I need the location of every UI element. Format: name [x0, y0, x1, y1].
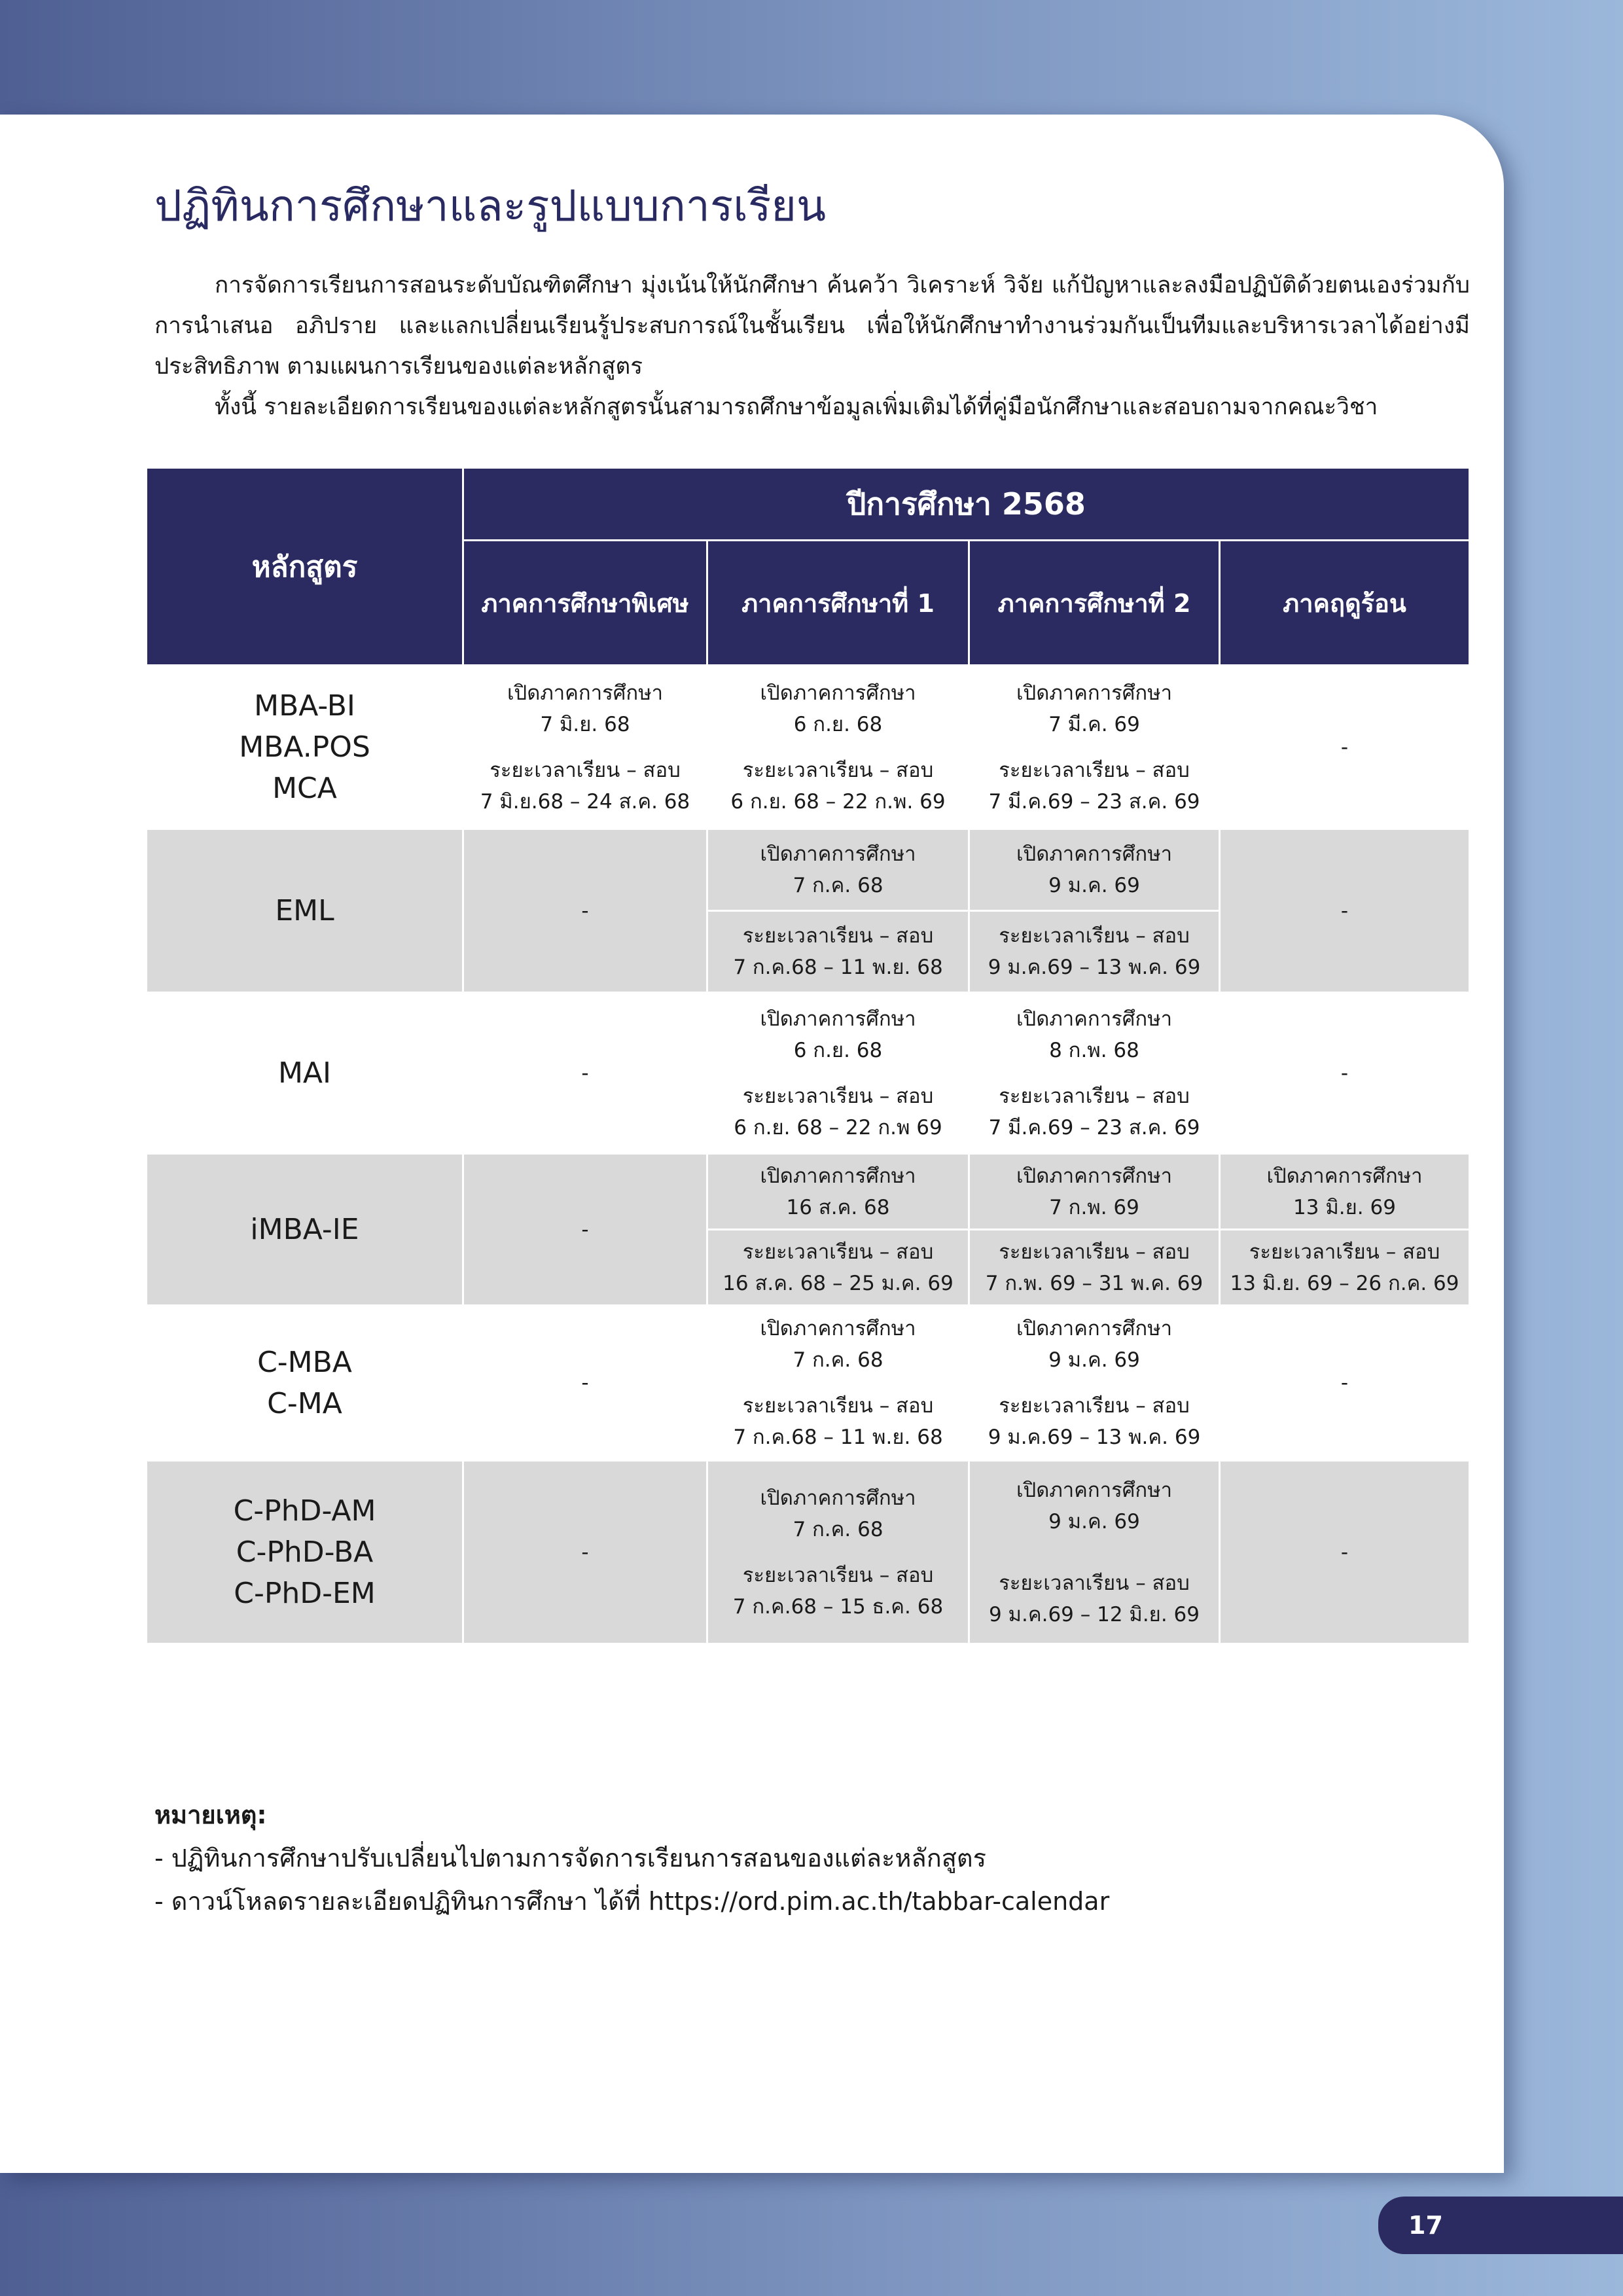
period-range: 9 ม.ค.69 – 13 พ.ค. 69 [988, 956, 1201, 979]
period-label: ระยะเวลาเรียน – สอบ [1249, 1240, 1440, 1264]
course-name: C-PhD-BA [236, 1535, 374, 1569]
academic-year-header: ปีการศึกษา 2568 [463, 468, 1470, 541]
term-header-special: ภาคการศึกษาพิเศษ [463, 541, 707, 666]
period-range: 9 ม.ค.69 – 13 พ.ค. 69 [988, 1426, 1201, 1449]
page-number: 17 [1378, 2197, 1623, 2254]
open-label: เปิดภาคการศึกษา [1266, 1164, 1423, 1188]
schedule-cell-open [969, 1154, 1220, 1230]
course-cell [147, 666, 463, 829]
period-range: 16 ส.ค. 68 – 25 ม.ค. 69 [722, 1271, 954, 1295]
schedule-cell [707, 666, 969, 829]
empty-cell: - [1220, 1306, 1470, 1461]
course-name: C-PhD-EM [234, 1577, 376, 1610]
schedule-cell [969, 993, 1220, 1154]
empty-cell: - [1220, 993, 1470, 1154]
term-header-2: ภาคการศึกษาที่ 2 [969, 541, 1220, 666]
intro-paragraph-1: การจัดการเรียนการสอนระดับบัณฑิตศึกษา มุ่งเน้นให้นักศึกษา ค้นคว้า วิเคราะห์ วิจัย แก้ปัญหาและลงมือปฏิบัติด้วยตนเองร่วมกับการนำเสนอ อภิปราย และแลกเปลี่ยนเรียนรู้ประสบการณ์ในชั้นเรียน เพื่อให้นักศึกษาทำงานร่วมกันเป็นทีมและบริหารเวลาได้อย่างมีประสิทธิภาพ ตามแผนการเรียนของแต่ละหลักสูตร [154, 272, 1470, 380]
period-range: 9 ม.ค.69 – 12 มิ.ย. 69 [988, 1602, 1200, 1626]
open-date: 9 ม.ค. 69 [1048, 1348, 1140, 1372]
period-range: 13 มิ.ย. 69 – 26 ก.ค. 69 [1230, 1271, 1459, 1295]
period-range: 7 ก.ค.68 – 11 พ.ย. 68 [733, 956, 943, 979]
period-range: 6 ก.ย. 68 – 22 ก.พ. 69 [730, 789, 946, 814]
course-name: EML [275, 894, 334, 927]
schedule-cell [707, 1306, 969, 1461]
open-label: เปิดภาคการศึกษา [1016, 842, 1173, 866]
intro-paragraph-2: ทั้งนี้ รายละเอียดการเรียนของแต่ละหลักสูตรนั้นสามารถศึกษาข้อมูลเพิ่มเติมได้ที่คู่มือนักศึกษาและสอบถามจากคณะวิชา [215, 394, 1378, 420]
open-label: เปิดภาคการศึกษา [760, 681, 916, 705]
empty-cell: - [1220, 666, 1470, 829]
period-label: ระยะเวลาเรียน – สอบ [999, 924, 1190, 948]
open-label: เปิดภาคการศึกษา [760, 1007, 916, 1031]
intro-text [154, 265, 1470, 427]
open-date: 7 มิ.ย. 68 [540, 712, 630, 736]
open-date: 8 ก.พ. 68 [1049, 1038, 1139, 1062]
schedule-cell [969, 1306, 1220, 1461]
note-item-link[interactable]: - ดาวน์โหลดรายละเอียดปฏิทินการศึกษา ได้ที่ https://ord.pim.ac.th/tabbar-calendar [154, 1887, 1110, 1916]
empty-cell: - [1220, 829, 1470, 993]
empty-cell: - [463, 829, 707, 993]
table-row [147, 1306, 1470, 1461]
open-label: เปิดภาคการศึกษา [760, 1317, 916, 1340]
period-label: ระยะเวลาเรียน – สอบ [999, 1571, 1190, 1595]
notes-section [154, 1793, 1109, 1923]
period-range: 7 ก.พ. 69 – 31 พ.ค. 69 [985, 1271, 1204, 1295]
course-name: MAI [277, 1056, 332, 1090]
course-cell [147, 1306, 463, 1461]
period-label: ระยะเวลาเรียน – สอบ [742, 1084, 934, 1108]
open-label: เปิดภาคการศึกษา [1016, 1317, 1173, 1340]
schedule-cell-period [707, 1230, 969, 1306]
course-name: C-PhD-AM [233, 1494, 376, 1528]
page-title: ปฏิทินการศึกษาและรูปแบบการเรียน [154, 181, 827, 231]
table-row [147, 829, 1470, 911]
course-cell [147, 829, 463, 993]
period-range: 7 มี.ค.69 – 23 ส.ค. 69 [988, 789, 1200, 814]
course-name: C-MBA [257, 1346, 352, 1379]
schedule-cell-period [969, 911, 1220, 993]
period-label: ระยะเวลาเรียน – สอบ [999, 758, 1190, 782]
open-date: 7 ก.ค. 68 [793, 1517, 883, 1541]
empty-cell: - [463, 1306, 707, 1461]
schedule-cell [707, 1461, 969, 1644]
schedule-cell [707, 993, 969, 1154]
open-label: เปิดภาคการศึกษา [507, 681, 664, 705]
schedule-cell [969, 666, 1220, 829]
period-label: ระยะเวลาเรียน – สอบ [742, 1394, 934, 1418]
course-name: MBA.POS [239, 730, 370, 764]
course-name: MBA-BI [254, 689, 355, 723]
academic-calendar-table [145, 467, 1471, 1645]
open-label: เปิดภาคการศึกษา [760, 842, 916, 866]
period-label: ระยะเวลาเรียน – สอบ [742, 924, 934, 948]
period-range: 7 มี.ค.69 – 23 ส.ค. 69 [988, 1115, 1200, 1139]
period-range: 7 ก.ค.68 – 15 ธ.ค. 68 [732, 1594, 944, 1619]
period-label: ระยะเวลาเรียน – สอบ [742, 1563, 934, 1587]
notes-heading: หมายเหตุ: [154, 1801, 267, 1829]
period-range: 6 ก.ย. 68 – 22 ก.พ 69 [734, 1115, 942, 1139]
period-label: ระยะเวลาเรียน – สอบ [999, 1084, 1190, 1108]
schedule-cell-open [1220, 1154, 1470, 1230]
open-date: 9 ม.ค. 69 [1048, 874, 1140, 897]
open-date: 13 มิ.ย. 69 [1293, 1195, 1396, 1219]
table-row [147, 666, 1470, 829]
period-label: ระยะเวลาเรียน – สอบ [999, 1394, 1190, 1418]
course-name: iMBA-IE [250, 1213, 359, 1246]
table-row [147, 1461, 1470, 1644]
period-range: 7 ก.ค.68 – 11 พ.ย. 68 [733, 1426, 943, 1449]
course-cell [147, 1154, 463, 1306]
open-label: เปิดภาคการศึกษา [760, 1164, 916, 1188]
table-row [147, 993, 1470, 1154]
schedule-cell-open [707, 1154, 969, 1230]
open-date: 7 ก.ค. 68 [793, 874, 883, 897]
open-date: 7 ก.ค. 68 [793, 1348, 883, 1372]
period-label: ระยะเวลาเรียน – สอบ [742, 1240, 934, 1264]
open-date: 16 ส.ค. 68 [786, 1195, 890, 1219]
term-header-summer: ภาคฤดูร้อน [1220, 541, 1470, 666]
open-date: 7 ก.พ. 69 [1049, 1195, 1139, 1219]
schedule-cell-open [969, 829, 1220, 911]
term-header-1: ภาคการศึกษาที่ 1 [707, 541, 969, 666]
open-label: เปิดภาคการศึกษา [1016, 681, 1173, 705]
table-row [147, 1154, 1470, 1230]
open-date: 7 มี.ค. 69 [1048, 712, 1140, 736]
period-range: 7 มิ.ย.68 – 24 ส.ค. 68 [480, 789, 690, 814]
open-label: เปิดภาคการศึกษา [1016, 1478, 1173, 1502]
period-label: ระยะเวลาเรียน – สอบ [999, 1240, 1190, 1264]
course-header: หลักสูตร [147, 468, 463, 666]
note-item: - ปฏิทินการศึกษาปรับเปลี่ยนไปตามการจัดการเรียนการสอนของแต่ละหลักสูตร [154, 1844, 986, 1873]
open-date: 6 ก.ย. 68 [793, 712, 883, 736]
course-cell [147, 1461, 463, 1644]
course-cell [147, 993, 463, 1154]
schedule-cell-period [1220, 1230, 1470, 1306]
period-label: ระยะเวลาเรียน – สอบ [742, 758, 934, 782]
period-label: ระยะเวลาเรียน – สอบ [490, 758, 681, 782]
open-date: 6 ก.ย. 68 [793, 1038, 883, 1062]
open-label: เปิดภาคการศึกษา [1016, 1164, 1173, 1188]
course-name: MCA [272, 772, 337, 805]
empty-cell: - [463, 1461, 707, 1644]
schedule-cell-open [707, 829, 969, 911]
schedule-cell-period [707, 911, 969, 993]
empty-cell: - [1220, 1461, 1470, 1644]
open-label: เปิดภาคการศึกษา [760, 1486, 916, 1510]
empty-cell: - [463, 993, 707, 1154]
open-date: 9 ม.ค. 69 [1048, 1509, 1140, 1534]
schedule-cell-period [969, 1230, 1220, 1306]
empty-cell: - [463, 1154, 707, 1306]
schedule-cell [463, 666, 707, 829]
open-label: เปิดภาคการศึกษา [1016, 1007, 1173, 1031]
schedule-cell [969, 1461, 1220, 1644]
course-name: C-MA [267, 1387, 342, 1420]
